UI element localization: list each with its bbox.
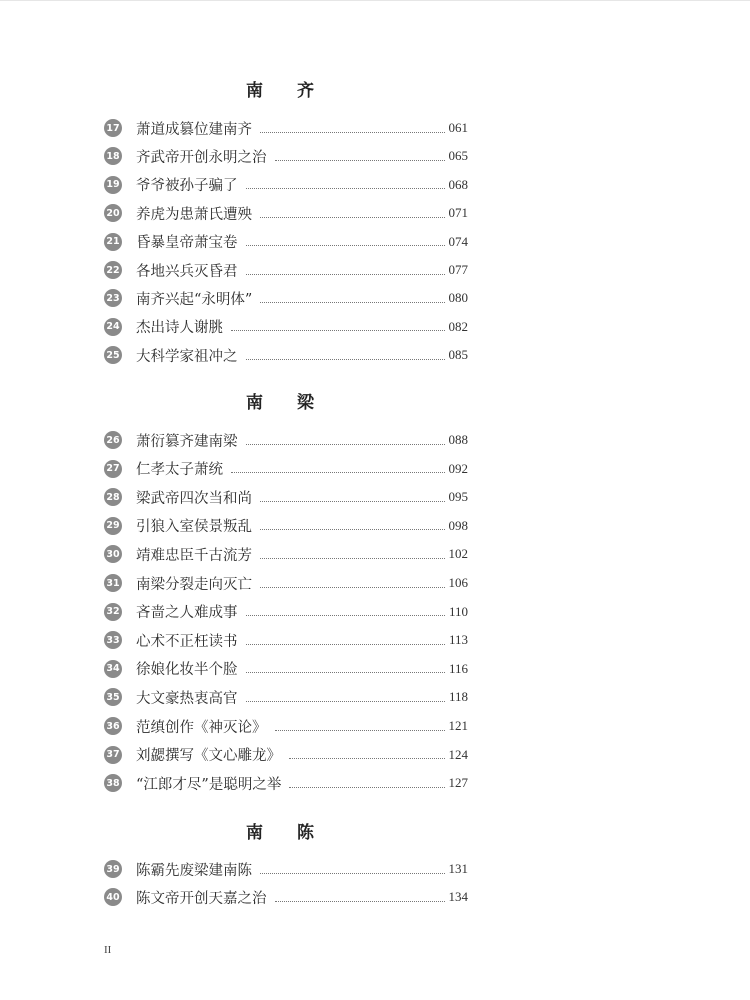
toc-entry[interactable] xyxy=(104,659,468,679)
chapter-page-number: 061 xyxy=(448,120,468,135)
chapter-page-number: 074 xyxy=(448,233,468,249)
chapter-number-badge: 35 xyxy=(104,688,122,706)
chapter-page-number: 098 xyxy=(448,517,468,533)
chapter-number-badge: 31 xyxy=(104,574,122,592)
toc-entry[interactable] xyxy=(104,573,468,593)
chapter-title: 爷爷被孙子骗了 xyxy=(136,178,238,195)
dot-leader xyxy=(289,773,444,788)
chapter-page-number: 131 xyxy=(448,861,468,876)
chapter-page-number: 077 xyxy=(448,262,468,277)
chapter-page-number: 068 xyxy=(448,176,468,192)
chapter-title: 萧道成篡位建南齐 xyxy=(136,121,252,138)
dot-leader xyxy=(260,859,445,874)
chapter-number-badge: 27 xyxy=(104,460,122,478)
chapter-title: 各地兴兵灭昏君 xyxy=(136,263,238,280)
dot-leader xyxy=(231,458,445,473)
chapter-number-badge: 28 xyxy=(104,488,122,506)
page-number-footer: II xyxy=(104,944,112,956)
chapter-number-badge: 38 xyxy=(104,774,122,792)
toc-entry[interactable] xyxy=(104,516,468,536)
toc-entry[interactable] xyxy=(104,544,468,564)
chapter-title: 南齐兴起“永明体” xyxy=(136,291,253,308)
chapter-page-number: 088 xyxy=(448,432,468,447)
chapter-number-badge: 21 xyxy=(104,233,122,251)
chapter-number-badge: 25 xyxy=(104,346,122,364)
chapter-number-badge: 32 xyxy=(104,603,122,621)
dot-leader xyxy=(260,118,445,133)
toc-entry[interactable] xyxy=(104,175,468,195)
chapter-title: 刘勰撰写《文心雕龙》 xyxy=(136,748,281,765)
chapter-number-badge: 40 xyxy=(104,888,122,906)
chapter-page-number: 134 xyxy=(448,889,468,905)
chapter-title: 昏暴皇帝萧宝卷 xyxy=(136,235,238,252)
chapter-page-number: 102 xyxy=(448,546,468,562)
chapter-number-badge: 26 xyxy=(104,431,122,449)
toc-entry[interactable] xyxy=(104,773,468,793)
toc-entry[interactable] xyxy=(104,203,468,223)
dot-leader xyxy=(246,430,445,445)
chapter-title: 吝啬之人难成事 xyxy=(136,605,238,622)
chapter-page-number: 065 xyxy=(448,148,468,164)
chapter-page-number: 110 xyxy=(448,603,468,619)
section-title: 南 陈 xyxy=(246,823,328,843)
chapter-number-badge: 37 xyxy=(104,746,122,764)
chapter-number-badge: 29 xyxy=(104,517,122,535)
dot-leader xyxy=(289,744,445,759)
dot-leader xyxy=(231,316,445,331)
dot-leader xyxy=(275,146,445,161)
chapter-number-badge: 22 xyxy=(104,261,122,279)
chapter-title: 养虎为患萧氏遭殃 xyxy=(136,206,252,223)
chapter-number-badge: 17 xyxy=(104,119,122,137)
toc-entry[interactable] xyxy=(104,146,468,166)
dot-leader xyxy=(275,716,445,731)
chapter-number-badge: 20 xyxy=(104,204,122,222)
chapter-title: 心术不正枉读书 xyxy=(136,633,238,650)
dot-leader xyxy=(246,601,445,616)
chapter-title: 南梁分裂走向灭亡 xyxy=(136,576,252,593)
dot-leader xyxy=(246,174,445,189)
chapter-number-badge: 34 xyxy=(104,660,122,678)
dot-leader xyxy=(260,288,444,303)
chapter-page-number: 085 xyxy=(448,347,468,363)
chapter-page-number: 095 xyxy=(448,489,468,505)
chapter-title: 大文豪热衷高官 xyxy=(136,690,238,707)
top-rule xyxy=(0,0,750,1)
toc-entry[interactable] xyxy=(104,260,468,280)
dot-leader xyxy=(260,515,445,530)
toc-entry[interactable] xyxy=(104,118,468,138)
chapter-title: 仁孝太子萧统 xyxy=(136,462,223,479)
toc-entry[interactable] xyxy=(104,716,468,736)
chapter-page-number: 118 xyxy=(448,689,468,705)
chapter-title: “江郎才尽”是聪明之举 xyxy=(136,776,282,793)
toc-entry[interactable] xyxy=(104,232,468,252)
toc-entry[interactable] xyxy=(104,487,468,507)
toc-entry[interactable] xyxy=(104,345,468,365)
chapter-page-number: 106 xyxy=(448,575,468,590)
chapter-title: 大科学家祖冲之 xyxy=(136,348,238,365)
toc-entry[interactable] xyxy=(104,459,468,479)
chapter-title: 引狼入室侯景叛乱 xyxy=(136,519,252,536)
toc-entry[interactable] xyxy=(104,887,468,907)
chapter-title: 梁武帝四次当和尚 xyxy=(136,490,252,507)
toc-entry[interactable] xyxy=(104,859,468,879)
dot-leader xyxy=(260,487,445,502)
section-title: 南 齐 xyxy=(246,81,328,101)
dot-leader xyxy=(246,658,445,673)
chapter-number-badge: 24 xyxy=(104,318,122,336)
chapter-number-badge: 19 xyxy=(104,176,122,194)
dot-leader xyxy=(246,630,445,645)
chapter-page-number: 127 xyxy=(448,775,468,791)
chapter-number-badge: 33 xyxy=(104,631,122,649)
toc-entry[interactable] xyxy=(104,630,468,650)
chapter-number-badge: 23 xyxy=(104,289,122,307)
chapter-number-badge: 18 xyxy=(104,147,122,165)
chapter-title: 杰出诗人谢朓 xyxy=(136,320,223,337)
chapter-title: 靖难忠臣千古流芳 xyxy=(136,547,252,564)
dot-leader xyxy=(246,345,445,360)
chapter-page-number: 124 xyxy=(448,746,468,762)
chapter-page-number: 116 xyxy=(448,660,468,676)
chapter-number-badge: 30 xyxy=(104,545,122,563)
dot-leader xyxy=(246,231,445,246)
dot-leader xyxy=(246,260,445,275)
chapter-number-badge: 39 xyxy=(104,860,122,878)
chapter-title: 齐武帝开创永明之治 xyxy=(136,149,267,166)
chapter-title: 范缜创作《神灭论》 xyxy=(136,719,267,736)
chapter-title: 萧衍篡齐建南梁 xyxy=(136,433,238,450)
chapter-page-number: 080 xyxy=(448,290,468,306)
chapter-page-number: 113 xyxy=(448,632,468,648)
chapter-title: 陈霸先废梁建南陈 xyxy=(136,862,252,879)
chapter-page-number: 071 xyxy=(448,205,468,221)
toc-entry[interactable] xyxy=(104,288,468,308)
toc-entry[interactable] xyxy=(104,687,468,707)
dot-leader xyxy=(260,203,445,218)
chapter-number-badge: 36 xyxy=(104,717,122,735)
chapter-title: 陈文帝开创天嘉之治 xyxy=(136,890,267,907)
toc-entry[interactable] xyxy=(104,430,468,450)
dot-leader xyxy=(260,573,445,588)
chapter-page-number: 082 xyxy=(448,318,468,334)
toc-entry[interactable] xyxy=(104,602,468,622)
section-title: 南 梁 xyxy=(246,393,328,413)
toc-entry[interactable] xyxy=(104,317,468,337)
chapter-title: 徐娘化妆半个脸 xyxy=(136,662,238,679)
dot-leader xyxy=(275,887,445,902)
dot-leader xyxy=(260,544,445,559)
dot-leader xyxy=(246,687,445,702)
toc-entry[interactable] xyxy=(104,745,468,765)
chapter-page-number: 121 xyxy=(448,718,468,733)
chapter-page-number: 092 xyxy=(448,460,468,476)
